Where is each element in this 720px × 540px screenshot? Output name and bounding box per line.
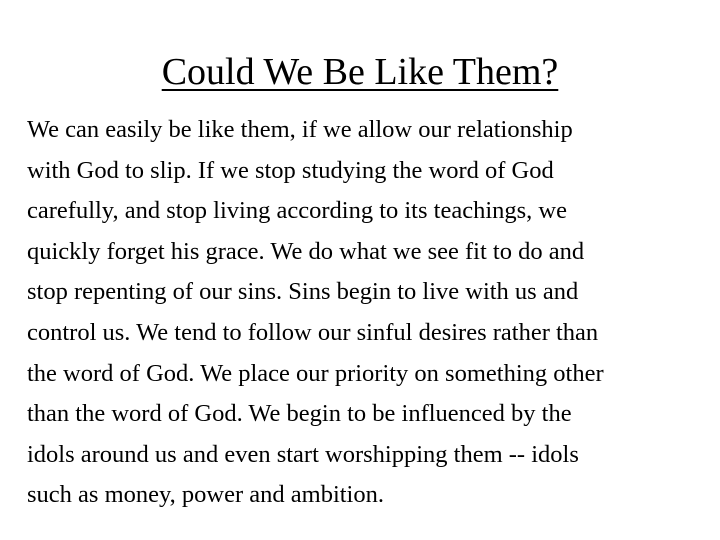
body-line: the word of God. We place our priority on something other — [27, 359, 604, 387]
body-line: stop repenting of our sins. Sins begin to live with us and — [27, 278, 579, 306]
body-line: with God to slip. If we stop studying the word of God — [27, 156, 554, 184]
body-line: quickly forget his grace. We do what we see fit to do and — [27, 237, 585, 265]
body-line: idols around us and even start worshipping them -- idols — [27, 440, 579, 468]
body-line: than the word of God. We begin to be influenced by the — [27, 400, 572, 428]
body-line: carefully, and stop living according to its teachings, we — [27, 197, 567, 225]
slide-body — [27, 110, 697, 516]
slide-title — [0, 48, 720, 96]
slide-title-text: Could We Be Like Them? — [161, 51, 559, 93]
body-line: We can easily be like them, if we allow our relationship — [27, 116, 573, 143]
body-line: control us. We tend to follow our sinful desires rather than — [27, 318, 599, 346]
body-line: such as money, power and ambition. — [27, 481, 384, 509]
